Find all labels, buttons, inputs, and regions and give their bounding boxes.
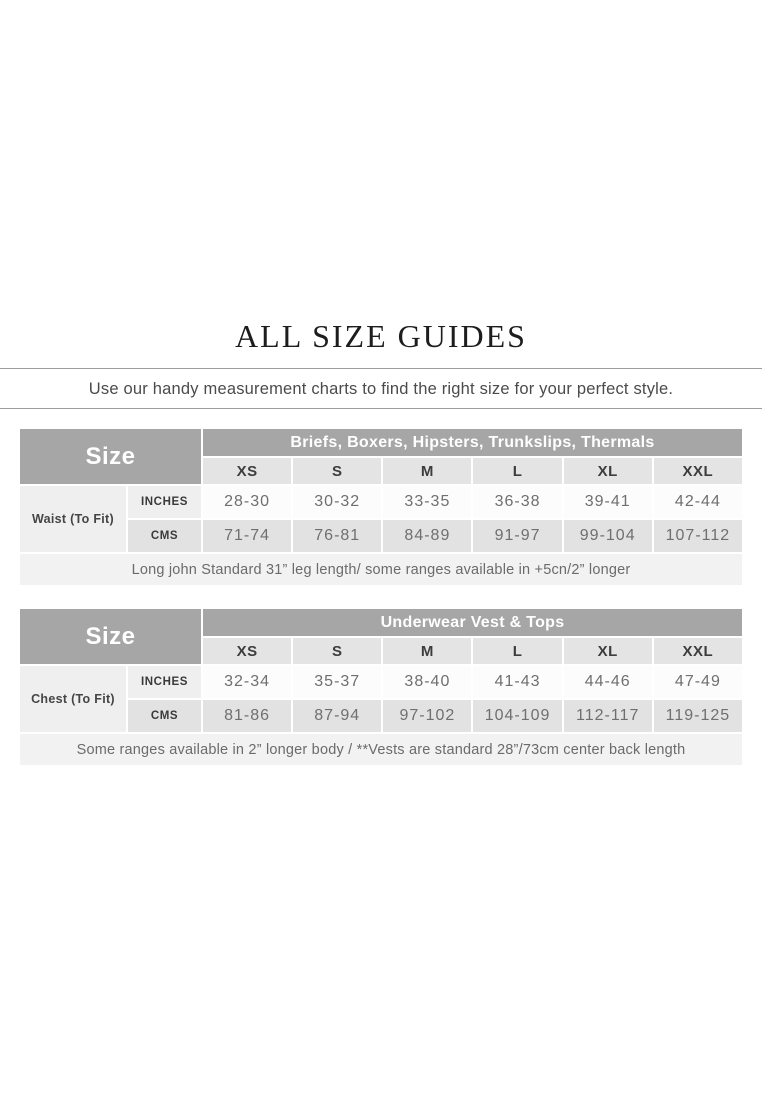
table-cell: 76-81 <box>293 520 381 552</box>
unit-label-cms: CMS <box>128 520 201 552</box>
table-cell: 71-74 <box>203 520 291 552</box>
table-cell: 99-104 <box>564 520 652 552</box>
size-col-m: M <box>383 458 471 484</box>
size-header: Size <box>20 429 201 484</box>
unit-label-cms: CMS <box>128 700 201 732</box>
table-cell: 32-34 <box>203 666 291 698</box>
size-col-xl: XL <box>564 458 652 484</box>
table-note-vests: Some ranges available in 2” longer body / **Vests are standard 28”/73cm center back length <box>20 734 742 765</box>
size-col-xxl: XXL <box>654 458 742 484</box>
table-cell: 81-86 <box>203 700 291 732</box>
table-cell: 112-117 <box>564 700 652 732</box>
table-cell: 41-43 <box>473 666 561 698</box>
table-cell: 87-94 <box>293 700 381 732</box>
size-col-s: S <box>293 638 381 664</box>
size-table-vests <box>18 607 744 767</box>
page-subtitle: Use our handy measurement charts to find the right size for your perfect style. <box>88 380 674 398</box>
size-col-xl: XL <box>564 638 652 664</box>
category-header-vests: Underwear Vest & Tops <box>203 609 742 636</box>
size-col-l: L <box>473 458 561 484</box>
row-label-chest: Chest (To Fit) <box>20 666 126 732</box>
table-cell: 35-37 <box>293 666 381 698</box>
table-cell: 33-35 <box>383 486 471 518</box>
table-cell: 39-41 <box>564 486 652 518</box>
table-note-briefs: Long john Standard 31” leg length/ some ranges available in +5cn/2” longer <box>20 554 742 585</box>
table-cell: 84-89 <box>383 520 471 552</box>
table-cell: 97-102 <box>383 700 471 732</box>
unit-label-inches: INCHES <box>128 666 201 698</box>
table-cell: 44-46 <box>564 666 652 698</box>
row-label-waist: Waist (To Fit) <box>20 486 126 552</box>
table-cell: 107-112 <box>654 520 742 552</box>
table-cell: 104-109 <box>473 700 561 732</box>
divider-bottom <box>0 408 762 409</box>
size-col-l: L <box>473 638 561 664</box>
table-cell: 38-40 <box>383 666 471 698</box>
size-col-xxl: XXL <box>654 638 742 664</box>
size-col-xs: XS <box>203 638 291 664</box>
unit-label-inches: INCHES <box>128 486 201 518</box>
size-table-briefs <box>18 427 744 587</box>
size-col-m: M <box>383 638 471 664</box>
size-header: Size <box>20 609 201 664</box>
table-cell: 28-30 <box>203 486 291 518</box>
table-cell: 30-32 <box>293 486 381 518</box>
size-col-xs: XS <box>203 458 291 484</box>
table-cell: 47-49 <box>654 666 742 698</box>
page-title: ALL SIZE GUIDES <box>235 318 527 354</box>
table-cell: 119-125 <box>654 700 742 732</box>
table-cell: 36-38 <box>473 486 561 518</box>
size-col-s: S <box>293 458 381 484</box>
table-cell: 91-97 <box>473 520 561 552</box>
category-header-briefs: Briefs, Boxers, Hipsters, Trunkslips, Thermals <box>203 429 742 456</box>
table-cell: 42-44 <box>654 486 742 518</box>
